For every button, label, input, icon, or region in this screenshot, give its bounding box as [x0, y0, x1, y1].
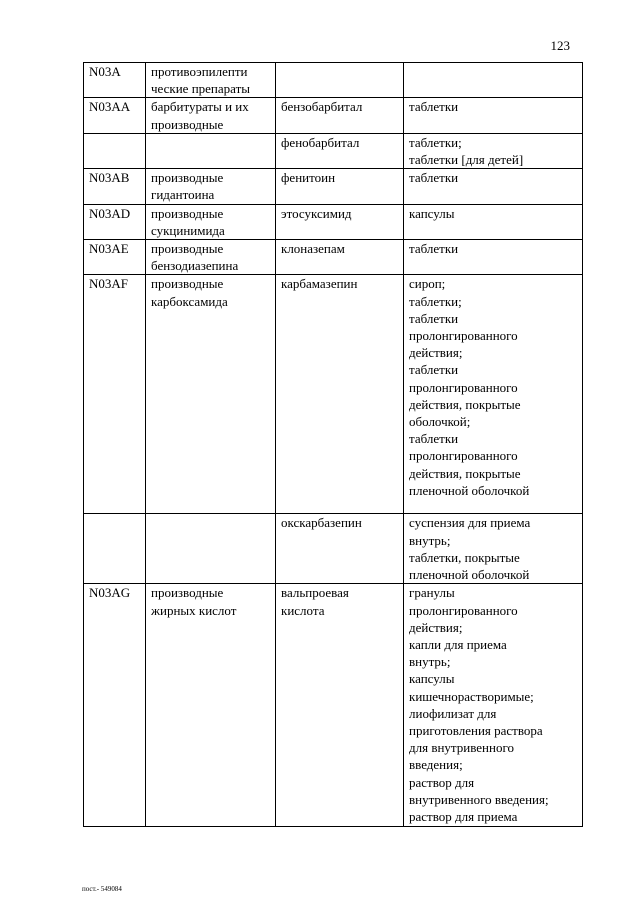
footer-code: пост.- 549084 [82, 885, 122, 893]
group-name-cell: производные гидантоина [146, 169, 276, 204]
atc-code-cell [84, 514, 146, 584]
group-name-cell: противоэпилепти ческие препараты [146, 63, 276, 98]
drug-name-cell: фенобарбитал [276, 133, 404, 168]
dosage-forms-cell: сироп; таблетки; таблетки пролонгированного действия; таблетки пролонгированного действия, покрытые оболочкой; таблетки пролонгированного действия, покрытые пленочной оболочкой [404, 275, 583, 514]
dosage-forms-cell: суспензия для приема внутрь; таблетки, покрытые пленочной оболочкой [404, 514, 583, 584]
group-name-cell: производные сукцинимида [146, 204, 276, 239]
drug-name-cell: этосуксимид [276, 204, 404, 239]
group-name-cell: производные бензодиазепина [146, 240, 276, 275]
table-body [84, 63, 583, 827]
atc-code-cell: N03AD [84, 204, 146, 239]
table-row [84, 204, 583, 239]
atc-code-cell: N03AE [84, 240, 146, 275]
atc-code-cell: N03AF [84, 275, 146, 514]
table-row [84, 514, 583, 584]
dosage-forms-cell: капсулы [404, 204, 583, 239]
drug-name-cell: карбамазепин [276, 275, 404, 514]
table-row [84, 275, 583, 514]
group-name-cell: барбитураты и их производные [146, 98, 276, 133]
dosage-forms-cell: таблетки [404, 240, 583, 275]
atc-code-cell [84, 133, 146, 168]
atc-code-cell: N03A [84, 63, 146, 98]
drug-name-cell: фенитоин [276, 169, 404, 204]
dosage-forms-cell: таблетки [404, 169, 583, 204]
drug-name-cell: окскарбазепин [276, 514, 404, 584]
atc-code-cell: N03AB [84, 169, 146, 204]
dosage-forms-cell [404, 63, 583, 98]
group-name-cell [146, 133, 276, 168]
page-number: 123 [550, 38, 570, 53]
drug-table [83, 62, 583, 827]
dosage-forms-cell: гранулы пролонгированного действия; капли для приема внутрь; капсулы кишечнорастворимые; лиофилизат для приготовления раствора для внутривенного введения; раствор для внутривенного введения; раствор для приема [404, 584, 583, 827]
drug-name-cell: бензобарбитал [276, 98, 404, 133]
table-row [84, 63, 583, 98]
table-row [84, 169, 583, 204]
table-row [84, 98, 583, 133]
group-name-cell [146, 514, 276, 584]
drug-name-cell [276, 63, 404, 98]
atc-code-cell: N03AG [84, 584, 146, 827]
table-row [84, 240, 583, 275]
table-row [84, 133, 583, 168]
group-name-cell: производные жирных кислот [146, 584, 276, 827]
table-row [84, 584, 583, 827]
atc-code-cell: N03AA [84, 98, 146, 133]
drug-name-cell: клоназепам [276, 240, 404, 275]
dosage-forms-cell: таблетки; таблетки [для детей] [404, 133, 583, 168]
drug-name-cell: вальпроевая кислота [276, 584, 404, 827]
group-name-cell: производные карбоксамида [146, 275, 276, 514]
dosage-forms-cell: таблетки [404, 98, 583, 133]
